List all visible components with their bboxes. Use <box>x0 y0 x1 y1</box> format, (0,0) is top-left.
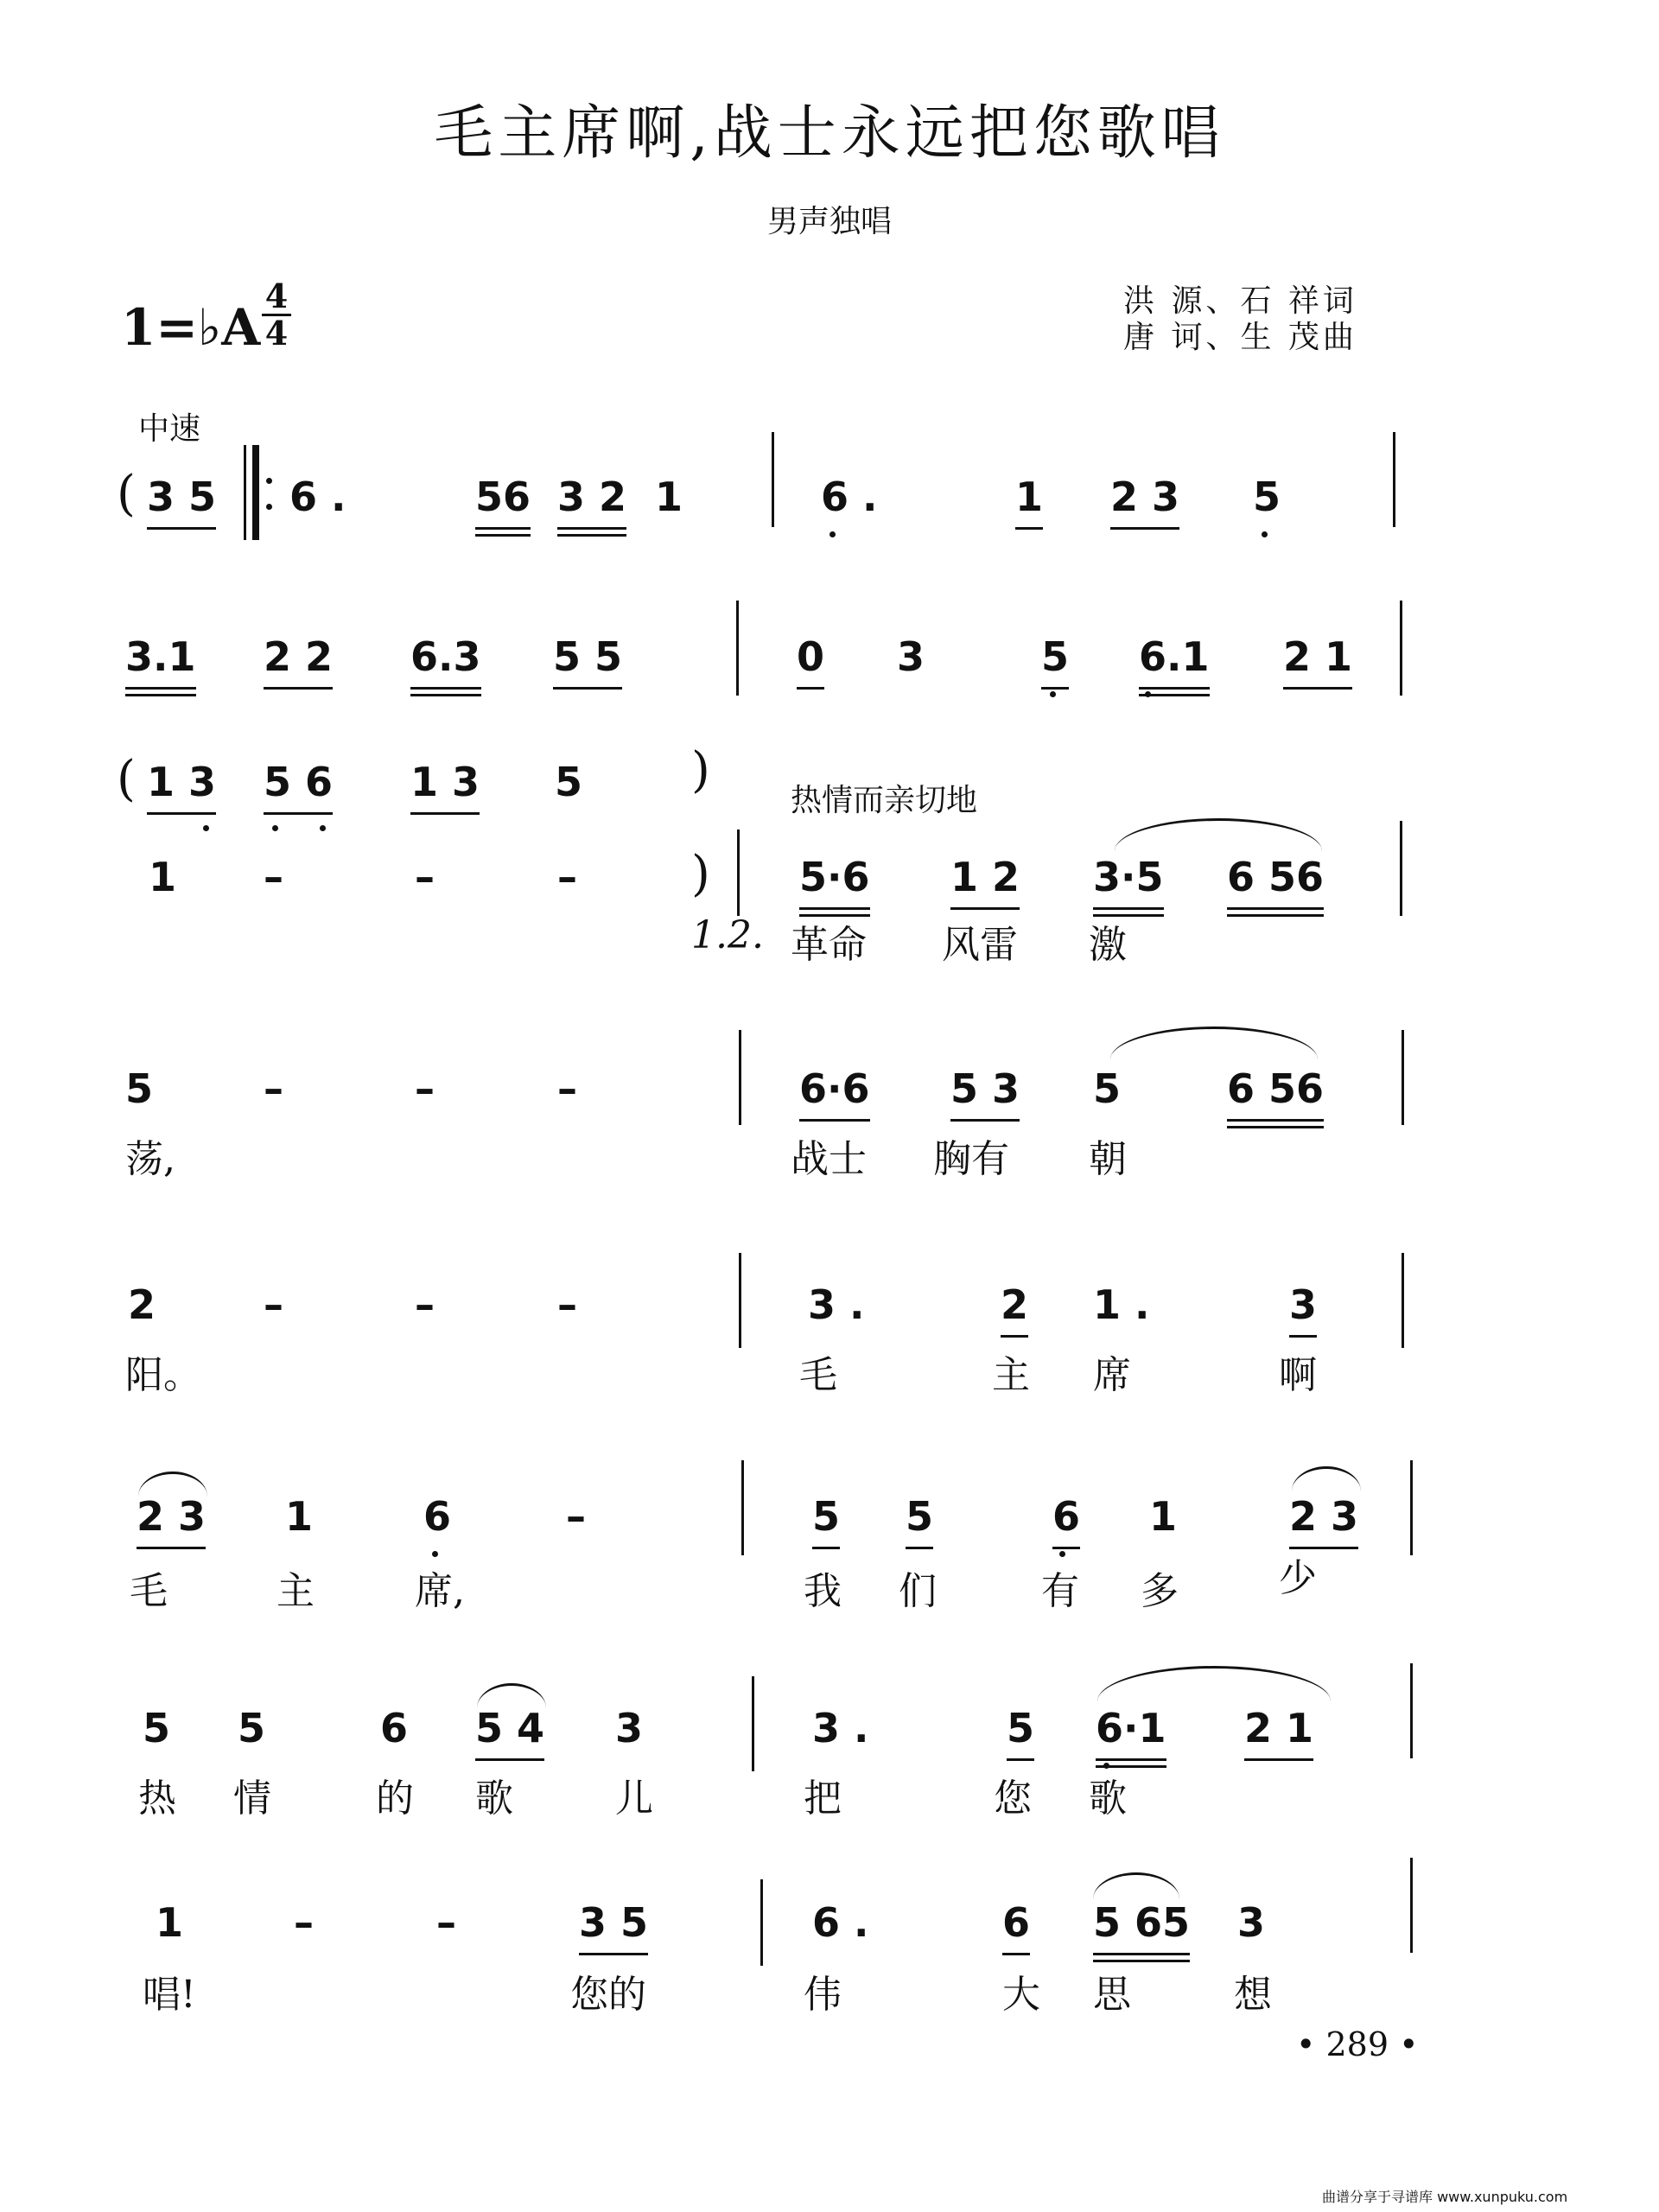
lyric: 歌 <box>475 1777 513 1821</box>
note: 2 3 <box>1110 471 1179 523</box>
note: 3 . <box>812 1705 869 1751</box>
note: 5 <box>238 1705 266 1751</box>
note: 1 3 <box>147 756 216 808</box>
note: 6.1 <box>1139 631 1210 683</box>
note: 3 <box>897 633 925 680</box>
note: 3 <box>615 1705 644 1751</box>
lyric: 大 <box>1002 1973 1040 2017</box>
lyric: 朝 <box>1089 1137 1127 1181</box>
lyric: 您的 <box>570 1973 646 2017</box>
note: 2 3 <box>1289 1491 1358 1542</box>
lyric: 席, <box>415 1569 465 1613</box>
key-signature: 1=♭A <box>121 298 261 357</box>
lyric: 革命 <box>791 923 867 967</box>
lyric: 阳。 <box>125 1353 201 1397</box>
note: 6·6 <box>799 1063 870 1115</box>
dash: – <box>264 1281 283 1328</box>
lyric: 主 <box>992 1353 1030 1397</box>
lyric: 想 <box>1234 1973 1272 2017</box>
note: 1 2 <box>950 851 1020 903</box>
lyric: 风雷 <box>942 923 1018 967</box>
note: 5 5 <box>553 631 622 683</box>
note: 6 <box>1002 1897 1030 1948</box>
lyric: 席 <box>1093 1353 1131 1397</box>
close-paren: ) <box>691 742 710 798</box>
note: 2 1 <box>1283 631 1352 683</box>
note: 6 <box>1052 1491 1080 1542</box>
score-row-2 <box>0 631 1659 709</box>
note: 6 . <box>821 474 878 520</box>
note: 3 <box>1237 1899 1266 1946</box>
note: 6 . <box>812 1899 869 1946</box>
lyric: 胸有 <box>933 1137 1009 1181</box>
lyric: 热 <box>138 1777 176 1821</box>
note: 56 <box>475 471 531 523</box>
time-signature-top: 4 <box>264 276 289 315</box>
note: 2 <box>128 1281 156 1328</box>
note: 3 5 <box>579 1897 648 1948</box>
page-number: • 289 • <box>1296 2025 1419 2063</box>
tempo-marking: 中速 <box>138 411 201 447</box>
lyric: 歌 <box>1089 1777 1127 1821</box>
lyric: 毛 <box>130 1569 168 1613</box>
dash: – <box>264 1065 283 1112</box>
note: 1 <box>655 474 683 520</box>
note: 3.1 <box>125 631 196 683</box>
dash: – <box>436 1899 456 1946</box>
lyric: 唱! <box>143 1973 196 2017</box>
time-signature <box>262 276 291 353</box>
lyric: 有 <box>1041 1569 1079 1613</box>
note: 1 <box>1149 1493 1178 1540</box>
note: 6 <box>380 1705 409 1751</box>
note: 6 56 <box>1227 1063 1324 1115</box>
note: 5 <box>906 1491 933 1542</box>
close-paren: ) <box>691 846 710 902</box>
lyric: 荡, <box>125 1137 175 1181</box>
dash: – <box>557 1281 577 1328</box>
lyric: 您 <box>994 1777 1032 1821</box>
footer-watermark: 曲谱分享于寻谱库 www.xunpuku.com <box>1322 2189 1568 2205</box>
lyric: 伟 <box>804 1973 842 2017</box>
time-signature-bottom: 4 <box>264 314 289 353</box>
note: 5 <box>1007 1702 1034 1754</box>
lyric: 少 <box>1279 1556 1317 1600</box>
note: 5 3 <box>950 1063 1020 1115</box>
dash: – <box>294 1899 314 1946</box>
note: 6·1 <box>1096 1702 1166 1754</box>
note: 5 4 <box>475 1702 544 1754</box>
dash: – <box>264 854 283 900</box>
note: 5 <box>1041 631 1069 683</box>
note: 2 2 <box>264 631 333 683</box>
note: 3·5 <box>1093 851 1164 903</box>
note: 5 <box>143 1705 171 1751</box>
note: 3 <box>1289 1279 1317 1331</box>
note: 1 <box>285 1493 314 1540</box>
note: 5 <box>1253 474 1281 520</box>
lyric: 们 <box>899 1569 937 1613</box>
note: 5·6 <box>799 851 870 903</box>
subtitle: 男声独唱 <box>766 204 892 239</box>
dash: – <box>557 1065 577 1112</box>
note: 5 65 <box>1093 1897 1190 1948</box>
note: 6 <box>423 1493 452 1540</box>
note: 2 3 <box>137 1491 206 1542</box>
note: 5 <box>125 1065 154 1112</box>
note: 6.3 <box>410 631 481 683</box>
note: 5 6 <box>264 756 333 808</box>
lyric: 毛 <box>799 1353 837 1397</box>
dash: – <box>415 854 435 900</box>
dash: – <box>557 854 577 900</box>
note: 3 . <box>808 1281 865 1328</box>
note: 3 2 <box>557 471 626 523</box>
lyric: 主 <box>276 1569 315 1613</box>
note: 1 <box>156 1899 184 1946</box>
note: 1 <box>149 854 177 900</box>
note: 5 <box>555 759 583 805</box>
note: 0 <box>797 631 824 683</box>
note: 1 . <box>1093 1281 1150 1328</box>
dash: – <box>566 1493 586 1540</box>
note: 2 1 <box>1244 1702 1313 1754</box>
lyric: 战士 <box>791 1137 867 1181</box>
note: 1 <box>1015 471 1043 523</box>
lyric: 思 <box>1093 1973 1131 2017</box>
note: 3 5 <box>147 471 216 523</box>
dash: – <box>415 1065 435 1112</box>
note: 2 <box>1001 1279 1028 1331</box>
score-row-1 <box>0 466 1659 549</box>
lyric: 多 <box>1141 1569 1179 1613</box>
expression-marking: 热情而亲切地 <box>791 783 978 818</box>
score-row-7 <box>0 1491 1659 1568</box>
song-title: 毛主席啊,战士永远把您歌唱 <box>434 99 1225 168</box>
verse-marker: 1.2. <box>691 913 764 957</box>
lyric: 的 <box>376 1777 414 1821</box>
note: 6 56 <box>1227 851 1324 903</box>
lyric: 把 <box>804 1777 842 1821</box>
lyricist-credit: 洪 源、石 祥词 <box>1123 283 1357 319</box>
note: 5 <box>812 1491 840 1542</box>
composer-credit: 唐 诃、生 茂曲 <box>1123 320 1357 355</box>
lyric: 情 <box>233 1777 271 1821</box>
lyric: 儿 <box>615 1777 653 1821</box>
lyric: 激 <box>1089 923 1127 967</box>
open-paren: ( <box>117 466 136 522</box>
open-paren: ( <box>117 751 136 807</box>
lyric: 我 <box>804 1569 842 1613</box>
note: 1 3 <box>410 756 480 808</box>
note: 6 . <box>289 474 346 520</box>
dash: – <box>415 1281 435 1328</box>
lyric: 啊 <box>1279 1353 1317 1397</box>
note: 5 <box>1093 1065 1122 1112</box>
